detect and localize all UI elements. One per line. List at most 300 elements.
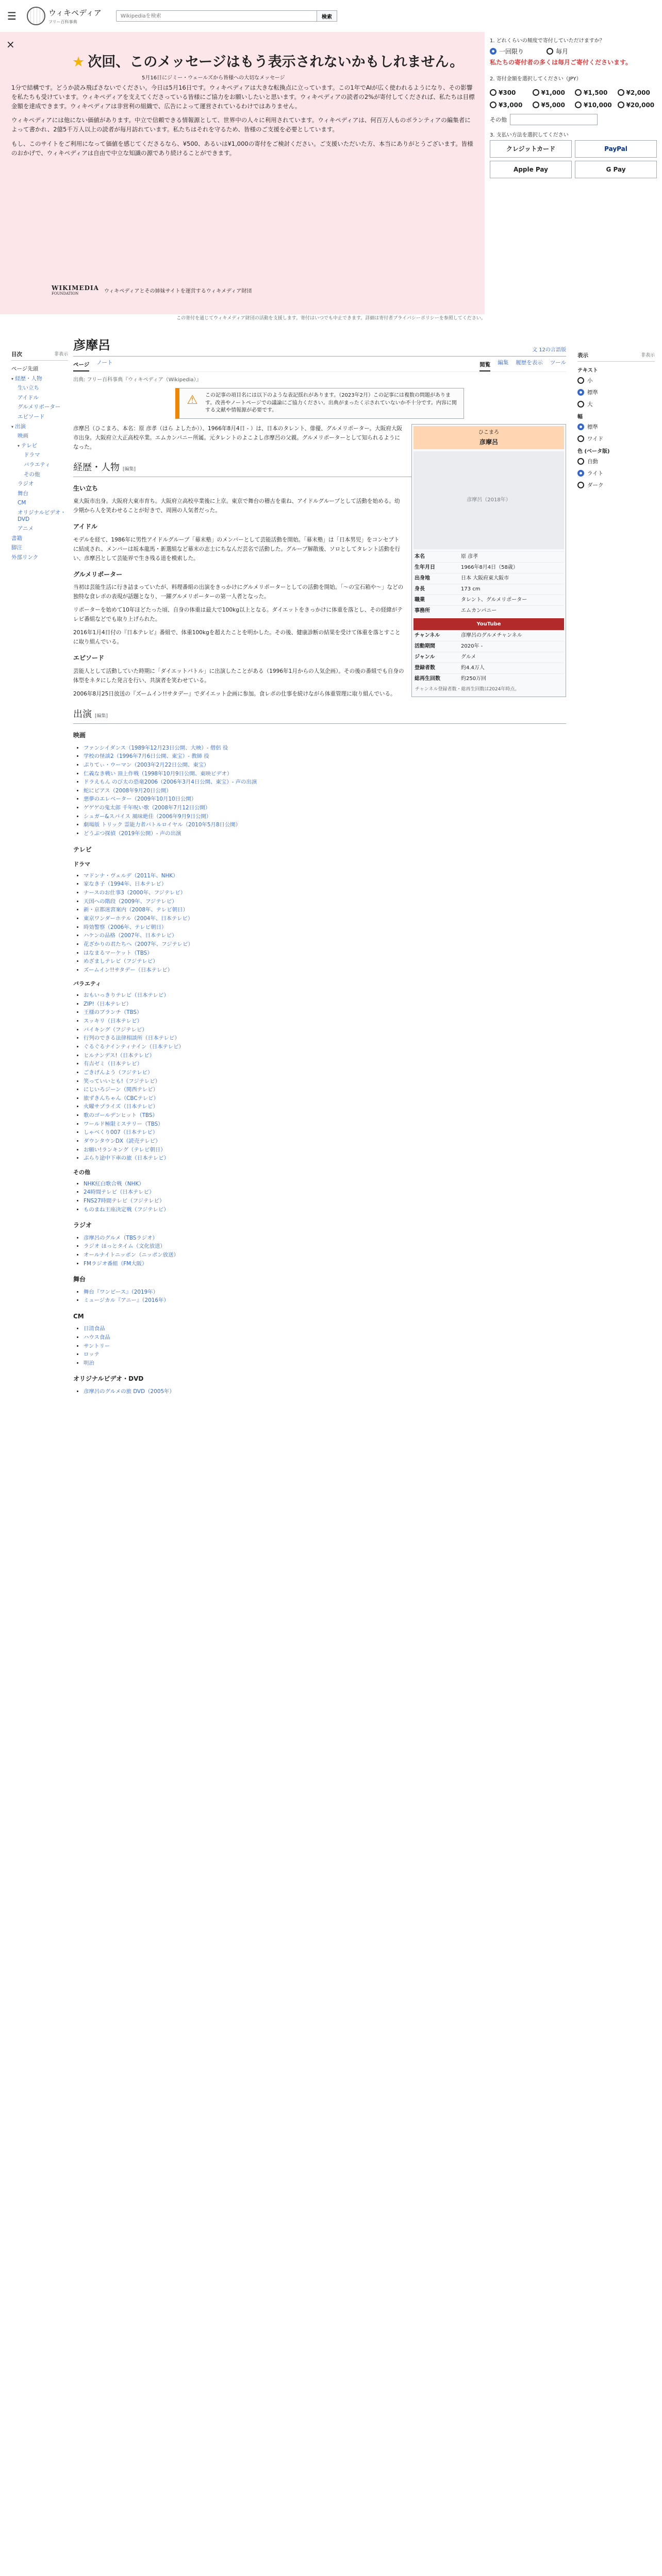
- list-item: [84, 889, 566, 897]
- list-item-link[interactable]: 王様のブランチ（TBS）: [84, 1009, 142, 1016]
- intro-paragraph: 彦摩呂（ひこまろ、本名：原 彦孝（はら よしたか））、1966年8月4日 - ）は、日本のタレント、俳優、グルメリポーター。大阪府大阪市出身。大阪府立大正高校卒業。エムカンパニー所属。元タレントのよこよし彦摩呂の父親。グルメリポーターとして知られるようになった。: [73, 425, 403, 450]
- toc-link[interactable]: その他: [24, 471, 40, 478]
- infobox-row: [413, 630, 564, 641]
- toc-item[interactable]: [11, 395, 68, 401]
- list-item-link[interactable]: 学校の怪談2（1996年7月6日公開、東宝）- 教師 役: [84, 753, 209, 760]
- list-item: [84, 752, 566, 761]
- amount-option[interactable]: ¥1,000: [533, 89, 572, 96]
- section-heading: 出演 [編集]: [73, 707, 566, 724]
- subsection-heading: アイドル: [73, 523, 97, 531]
- list-item-link[interactable]: ごきげんよう（フジテレビ）: [84, 1069, 153, 1076]
- paragraph: モデルを経て、1986年に男性アイドルグループ「幕末塾」のメンバーとして芸能活動を開始。「幕末塾」は「日本男児」をコンセプトに結成され、メンバーは坂本龍馬・新選組など幕末の志士にちなんだ芸名で活動した。グループ解散後、ソロとしてタレント活動を行い、彦摩呂として芸能界で生き残る道を模索した。: [73, 536, 401, 562]
- list-item: [84, 1060, 566, 1069]
- list-item: [84, 1043, 566, 1052]
- amount-option[interactable]: ¥5,000: [533, 101, 572, 109]
- pay-paypal-button[interactable]: PayPal: [575, 140, 657, 158]
- banner-message: [0, 32, 485, 314]
- list-item-link[interactable]: 新・京都迷宮案内（2008年、テレビ朝日）: [84, 907, 188, 913]
- toc-item[interactable]: [11, 500, 68, 506]
- toc-link[interactable]: グルメリポーター: [18, 404, 61, 411]
- other-amount-input[interactable]: [510, 114, 598, 125]
- subsection-heading: CM: [73, 1312, 84, 1320]
- toc-item[interactable]: [11, 526, 68, 532]
- toc-link[interactable]: エピソード: [18, 413, 45, 420]
- toc-link[interactable]: 舞台: [18, 490, 28, 497]
- list-item-link[interactable]: ぷりてぃ・ウーマン（2003年2月22日公開、東宝）: [84, 761, 209, 768]
- list-item: [84, 880, 566, 889]
- radio-selected-icon: [490, 48, 496, 55]
- site-header: [0, 0, 662, 32]
- list-item-link[interactable]: ファンシイダンス（1989年12月23日公開、大映）- 僧侶 役: [84, 744, 228, 751]
- toc-item[interactable]: [11, 510, 68, 522]
- wikimedia-logo: [52, 284, 474, 296]
- list-item: [84, 1342, 566, 1351]
- infobox-label: ジャンル: [415, 654, 435, 660]
- toc-link[interactable]: オリジナルビデオ・DVD: [18, 509, 66, 522]
- toc-item[interactable]: [11, 414, 68, 420]
- radio-list: [73, 1234, 566, 1268]
- list-item-link[interactable]: 花ざかりの君たちへ（2007年、フジテレビ）: [84, 941, 193, 947]
- infobox-rows: [413, 551, 564, 616]
- paragraph: 芸能人として活動していた時期に「ダイエットバトル」に出演したことがある（1996年1月からの人気企画）。その後の番組でも自身の体型をネタにした発言を行い、共演者を笑わせている。: [73, 668, 404, 684]
- color-dark-option[interactable]: ダーク: [577, 481, 655, 489]
- list-item-link[interactable]: 家なき子（1994年、日本テレビ）: [84, 881, 167, 888]
- list-item-link[interactable]: シュガー&スパイス 風味絶佳（2006年9月9日公開）: [84, 813, 212, 820]
- maintenance-notice: ⚠ この記事の項目名には以下のような表記揺れがあります。（2023年2月）この記事には複数の問題があります。改善やノートページでの議論にご協力ください。出典がまったく示されていないか不十分です。内容に関する文献や情報源が必要です。: [175, 388, 464, 419]
- search-button[interactable]: 検索: [317, 10, 337, 22]
- monthly-note: 私たちの寄付者の多くは毎月ご寄付くださいます。: [490, 59, 632, 66]
- pay-card-button[interactable]: クレジットカード: [490, 140, 572, 158]
- payment-options: [490, 140, 657, 178]
- banner-date: 5月16日にジミー・ウェールズから皆様への大切なメッセージ: [142, 75, 285, 81]
- list-item-link[interactable]: どうぶつ探偵（2019年公開）- 声の出演: [84, 831, 181, 837]
- close-icon[interactable]: ×: [6, 38, 15, 50]
- amount-option[interactable]: ¥3,000: [490, 101, 529, 109]
- toc-item[interactable]: [11, 366, 68, 372]
- infobox-value: 彦摩呂のグルメチャンネル: [461, 632, 522, 638]
- pay-google-button[interactable]: G Pay: [575, 161, 657, 178]
- list-item-link[interactable]: 天国への階段（2009年、フジテレビ）: [84, 898, 177, 905]
- list-item: [84, 914, 566, 923]
- list-item-link[interactable]: 時効警察（2006年、テレビ朝日）: [84, 924, 167, 930]
- toc-item[interactable]: [11, 545, 68, 551]
- list-item: [84, 1387, 566, 1396]
- text-large-option[interactable]: 大: [577, 400, 655, 408]
- list-item: [84, 812, 566, 821]
- list-item-link[interactable]: ワールド極限ミステリー（TBS）: [84, 1121, 163, 1127]
- list-item-link[interactable]: サントリー: [84, 1343, 110, 1349]
- infobox-label: 出身地: [415, 575, 430, 581]
- toc-item[interactable]: [11, 471, 68, 478]
- list-item-link[interactable]: FNS27時間テレビ（フジテレビ）: [84, 1197, 165, 1204]
- color-label: 色 (ベータ版): [577, 449, 610, 454]
- list-item-link[interactable]: 悪夢のエレベーター（2009年10月10日公開）: [84, 796, 197, 803]
- infobox-row: [413, 663, 564, 673]
- amount-option[interactable]: ¥1,500: [575, 89, 615, 96]
- list-item: [84, 1234, 566, 1243]
- youtube-note: チャンネル登録者数・総再生回数は2024年時点。: [415, 686, 520, 692]
- list-item: [84, 1206, 566, 1214]
- toc-item[interactable]: [11, 452, 68, 459]
- list-item: [84, 1188, 566, 1197]
- list-item-link[interactable]: ナースのお仕事3（2000年、フジテレビ）: [84, 890, 186, 896]
- infobox-value: 2020年 -: [461, 643, 483, 649]
- list-item-link[interactable]: ヒルナンデス!（日本テレビ）: [84, 1052, 155, 1059]
- list-item: [84, 795, 566, 804]
- list-item: [84, 1180, 566, 1189]
- edit-link[interactable]: [編集]: [123, 466, 136, 472]
- list-item-link[interactable]: 蛇にピアス（2008年9月20日公開）: [84, 787, 172, 794]
- infobox-value: タレント、グルメリポーター: [461, 597, 527, 603]
- list-item-link[interactable]: FMラジオ番組（FM大阪）: [84, 1260, 147, 1267]
- subsection-heading: グルメリポーター: [73, 570, 123, 578]
- list-item-link[interactable]: 有吉ゼミ（日本テレビ）: [84, 1061, 143, 1067]
- table-of-contents: [11, 350, 68, 564]
- list-item-link[interactable]: めざましテレビ（フジテレビ）: [84, 958, 158, 965]
- pay-apple-button[interactable]: Apple Pay: [490, 161, 572, 178]
- toc-hide-button[interactable]: 非表示: [54, 352, 68, 357]
- width-wide-option[interactable]: ワイド: [577, 435, 655, 443]
- list-item: [84, 1094, 566, 1103]
- subsection-heading: エピソード: [73, 654, 105, 662]
- subsection-heading: ラジオ: [73, 1222, 92, 1229]
- tab-tools[interactable]: ツール: [550, 360, 566, 366]
- drama-list: [73, 872, 566, 975]
- infobox-label: 生年月日: [415, 564, 435, 570]
- amount-option[interactable]: ¥2,000: [618, 89, 657, 96]
- toc-link[interactable]: バラエティ: [24, 461, 51, 468]
- list-item-link[interactable]: 日清食品: [84, 1326, 105, 1332]
- other-amount[interactable]: その他: [490, 114, 657, 125]
- toc-item[interactable]: [11, 385, 68, 392]
- toc-item[interactable]: [11, 433, 68, 439]
- list-item: [84, 1026, 566, 1035]
- chevron-down-icon[interactable]: ▾: [11, 376, 14, 381]
- list-item: [84, 1288, 566, 1297]
- toc-link[interactable]: 映画: [18, 433, 28, 439]
- infobox-label: 活動期間: [415, 643, 435, 649]
- color-auto-option[interactable]: 自動: [577, 457, 655, 465]
- site-logo[interactable]: [27, 7, 102, 25]
- infobox-value: エムカンパニー: [461, 607, 497, 614]
- toc-item[interactable]: [11, 462, 68, 468]
- amount-question: 2. 寄付金額を選択してください（JPY）: [490, 76, 582, 82]
- infobox-row: [413, 641, 564, 652]
- list-item-link[interactable]: ロッテ: [84, 1351, 100, 1358]
- list-item-link[interactable]: ハウス食品: [84, 1334, 110, 1341]
- toc-link[interactable]: 生い立ち: [18, 385, 39, 392]
- infobox-row: [413, 584, 564, 595]
- subsection-heading: テレビ: [73, 845, 92, 853]
- infobox: [411, 424, 566, 698]
- infobox-value: 約4.4万人: [461, 665, 485, 671]
- toc-link[interactable]: アイドル: [18, 394, 39, 401]
- list-item: [84, 744, 566, 753]
- list-item-link[interactable]: ズームイン!!サタデー（日本テレビ）: [84, 967, 173, 973]
- list-item-link[interactable]: にじいろジーン（関西テレビ）: [84, 1087, 159, 1093]
- appearance-panel: [577, 345, 655, 493]
- list-item: [84, 966, 566, 975]
- banner-title: ★ 次回、このメッセージはもう表示されないかもしれません。: [72, 54, 464, 70]
- list-item: [84, 1137, 566, 1146]
- list-item-link[interactable]: 笑っていいとも!（フジテレビ）: [84, 1078, 161, 1084]
- infobox-label: 総再生回数: [415, 675, 440, 682]
- infobox-value: グルメ: [461, 654, 476, 660]
- list-item-link[interactable]: 仁義なき戦い 頂上作戦（1998年10月9日公開、東映ビデオ）: [84, 770, 233, 777]
- tab-edit[interactable]: 編集: [498, 360, 509, 366]
- tab-page[interactable]: ページ: [73, 359, 89, 371]
- paragraph: 2016年1月4日付の『日本テレビ』番組で、体重100kgを超えたことを明かした。その後、健康診断の結果を受けて体重を落とすことに取り組んでいる。: [73, 630, 401, 646]
- list-item: [84, 1008, 566, 1017]
- tab-talk[interactable]: ノート: [96, 360, 113, 366]
- list-item: [84, 1034, 566, 1043]
- amount-options: [490, 89, 657, 109]
- frequency-question: 1. どれくらいの頻度で寄付していただけますか？: [490, 38, 605, 44]
- list-item-link[interactable]: お願い!ランキング（テレビ朝日）: [84, 1146, 166, 1153]
- wordmark-sub: FOUNDATION: [52, 292, 79, 296]
- toc-link[interactable]: 外部リンク: [11, 554, 39, 561]
- wordmark: WIKIMEDIA: [52, 284, 99, 292]
- list-item: [84, 1154, 566, 1163]
- list-item: [84, 1260, 566, 1268]
- list-item: [84, 804, 566, 812]
- toc-item[interactable]: [11, 554, 68, 561]
- text-standard-option[interactable]: 標準: [577, 388, 655, 396]
- list-item-link[interactable]: ものまね王座決定戦（フジテレビ）: [84, 1206, 169, 1213]
- list-item: [84, 931, 566, 940]
- appearance-hide-button[interactable]: 非表示: [640, 353, 655, 358]
- toc-heading: 目次 非表示: [11, 350, 68, 361]
- list-item-link[interactable]: スッキリ（日本テレビ）: [84, 1018, 142, 1025]
- article-source: 出典: フリー百科事典『ウィキペディア（Wikipedia）』: [73, 377, 202, 383]
- site-name: ウィキペディア: [48, 8, 102, 18]
- list-item-link[interactable]: 彦摩呂のグルメ（TBSラジオ）: [84, 1234, 158, 1241]
- infobox-label: 身長: [415, 586, 425, 592]
- list-item: [84, 1000, 566, 1009]
- stage-list: [73, 1288, 566, 1305]
- freq-once[interactable]: 一回限り: [490, 47, 524, 56]
- list-item-link[interactable]: しゃべくり007（日本テレビ）: [84, 1129, 158, 1136]
- page-tabs: [73, 359, 566, 372]
- list-item: [84, 1296, 566, 1305]
- toc-item[interactable]: [11, 535, 68, 542]
- radio-icon: [547, 48, 553, 55]
- amount-option[interactable]: ¥20,000: [618, 101, 657, 109]
- page-title: 彦摩呂: [73, 337, 110, 352]
- banner-paragraph: ウィキペディアには他にない価値があります。中立で信頼できる情報源として、世界中の人々に利用されています。ウィキペディアは、何百万人ものボランティアの編集者によって書かれ、2億5千万人以上の読者が毎月訪れています。私たちはそれを守るため、皆様のご支援を必要としています。: [11, 116, 471, 133]
- list-item: [84, 957, 566, 966]
- toc-link[interactable]: 経歴・人物: [15, 375, 42, 382]
- list-item: [84, 1242, 566, 1251]
- toc-item[interactable]: [11, 423, 68, 430]
- wikipedia-globe-icon: [27, 7, 45, 25]
- list-item-link[interactable]: ハケンの品格（2007年、日本テレビ）: [84, 933, 177, 939]
- search-box: [116, 10, 337, 22]
- subsubsection-heading: バラエティ: [73, 980, 102, 988]
- list-item: [84, 770, 566, 778]
- list-item-link[interactable]: はなまるマーケット（TBS）: [84, 950, 153, 956]
- width-label: 幅: [577, 414, 583, 420]
- infobox-header: ひこまろ 彦摩呂: [413, 426, 564, 449]
- list-item-link[interactable]: ぶらり途中下車の旅（日本テレビ）: [84, 1155, 170, 1162]
- privacy-notice: この寄付を通じてウィキメディア財団の活動を支援します。寄付はいつでも中止できます。詳細は寄付者プライバシーポリシーを参照してください。: [176, 316, 486, 321]
- language-button[interactable]: 文 12の言語版: [532, 347, 566, 353]
- list-item: [84, 1103, 566, 1111]
- toc-link[interactable]: 脚注: [11, 545, 22, 551]
- infobox-row: [413, 605, 564, 616]
- list-item-link[interactable]: 劇場版 トリック 霊能力者バトルロイヤル（2010年5月8日公開）: [84, 822, 241, 828]
- toc-link[interactable]: テレビ: [21, 442, 38, 449]
- list-item-link[interactable]: ラジオ ほっとタイム（文化放送）: [84, 1243, 166, 1250]
- chevron-down-icon[interactable]: ▾: [18, 443, 20, 448]
- freq-monthly[interactable]: 毎月: [547, 47, 568, 56]
- donation-banner: [0, 32, 662, 314]
- list-item-link[interactable]: 火曜サプライズ（日本テレビ）: [84, 1104, 158, 1110]
- list-item: [84, 991, 566, 1000]
- amount-option[interactable]: ¥300: [490, 89, 529, 96]
- list-item: [84, 1350, 566, 1359]
- list-item: [84, 1359, 566, 1368]
- article-body: [73, 424, 566, 1396]
- paragraph: リポーターを始めて10年ほどたった頃、自身の体重は最大で100kg以上となる。ダイエットをきっかけに体重を落とし、その経緯がテレビ番組などでも取り上げられた。: [73, 607, 403, 623]
- infobox-label: 事務所: [415, 607, 430, 614]
- subsection-heading: 映画: [73, 732, 86, 739]
- list-item-link[interactable]: ダウンタウンDX（読売テレビ）: [84, 1138, 161, 1145]
- toc-item[interactable]: [11, 404, 68, 411]
- payment-question: 3. 支払い方法を選択してください: [490, 132, 569, 138]
- list-item: [84, 1017, 566, 1026]
- list-item: [84, 821, 566, 829]
- infobox-value: 1966年8月4日（58歳）: [461, 564, 518, 570]
- edit-link[interactable]: [編集]: [95, 713, 108, 719]
- list-item-link[interactable]: ZIP!（日本テレビ）: [84, 1001, 132, 1007]
- list-item-link[interactable]: 舞台『ワンピース』（2019年）: [84, 1289, 158, 1295]
- list-item-link[interactable]: 彦摩呂のグルメの旅 DVD（2005年）: [84, 1388, 175, 1395]
- list-item: [84, 923, 566, 932]
- list-item: [84, 1086, 566, 1094]
- youtube-section: YouTube: [413, 618, 564, 630]
- list-item: [84, 1111, 566, 1120]
- toc-link[interactable]: 出演: [15, 423, 26, 430]
- list-item: [84, 872, 566, 880]
- portrait-image: 彦摩呂（2018年）: [413, 451, 564, 549]
- star-icon: ★: [72, 54, 85, 70]
- tab-history[interactable]: 履歴を表示: [516, 360, 543, 366]
- list-item: [84, 1077, 566, 1086]
- toc-link[interactable]: ラジオ: [18, 481, 34, 487]
- movie-list: [73, 744, 566, 838]
- infobox-label: 職業: [415, 597, 425, 603]
- subsection-heading: 生い立ち: [73, 485, 98, 493]
- amount-option[interactable]: ¥10,000: [575, 101, 615, 109]
- infobox-label: 登録者数: [415, 665, 435, 671]
- color-light-option[interactable]: ライト: [577, 469, 655, 477]
- toc-link[interactable]: ドラマ: [24, 452, 40, 459]
- paragraph: 東大阪市出身。大阪府大東市育ち。大阪府立高校卒業後に上京。東京で舞台の稽古を重ね、アイドルグループとして活動を始める。幼少期から人を笑わせることが好きで、周囲の人気者だった。: [73, 498, 400, 514]
- search-input[interactable]: [116, 10, 317, 22]
- list-item: [84, 1251, 566, 1260]
- youtube-rows: [413, 630, 564, 684]
- tab-read[interactable]: 閲覧: [479, 359, 490, 371]
- list-item: [84, 1052, 566, 1060]
- list-item-link[interactable]: 行列のできる法律相談所（日本テレビ）: [84, 1035, 180, 1042]
- list-item: [84, 1197, 566, 1206]
- list-item-link[interactable]: オールナイトニッポン（ニッポン放送）: [84, 1251, 179, 1258]
- list-item: [84, 1120, 566, 1129]
- infobox-row: [413, 652, 564, 663]
- list-item-link[interactable]: ぐるぐるナインティナイン（日本テレビ）: [84, 1043, 184, 1050]
- list-item: [84, 761, 566, 770]
- warning-icon: ⚠: [187, 392, 198, 407]
- infobox-value: 日本 大阪府東大阪市: [461, 575, 509, 581]
- banner-tagline: ウィキペディアとその姉妹サイトを運営するウィキメディア財団: [104, 288, 252, 294]
- list-item-link[interactable]: ドラえもん のび太の恐竜2006（2006年3月4日公開、東宝）- 声の出演: [84, 779, 257, 786]
- list-item-link[interactable]: おもいっきりテレビ（日本テレビ）: [84, 992, 169, 999]
- paragraph: 2006年8月25日放送の『ズームイン!!サタデー』でダイエット企画に参加。食レポの仕事を続けながら体重管理に取り組んでいる。: [73, 690, 396, 697]
- toc-link[interactable]: アニメ: [18, 526, 34, 532]
- toc-list: [11, 366, 68, 561]
- list-item: [84, 949, 566, 958]
- list-item: [84, 897, 566, 906]
- infobox-label: チャンネル: [415, 632, 440, 638]
- main-menu-icon[interactable]: ☰: [7, 10, 16, 22]
- infobox-row: [413, 573, 564, 584]
- variety-list: [73, 991, 566, 1163]
- list-item-link[interactable]: バイキング（フジテレビ）: [84, 1026, 147, 1033]
- frequency-options: [490, 47, 657, 56]
- list-item-link[interactable]: マドンナ・ヴェルデ（2011年、NHK）: [84, 872, 178, 879]
- appearance-heading: 表示 非表示: [577, 351, 655, 362]
- infobox-row: [413, 595, 564, 605]
- toc-item[interactable]: [11, 376, 68, 382]
- list-item-link[interactable]: 旅ずきんちゃん（CBCテレビ）: [84, 1095, 159, 1101]
- list-item: [84, 1146, 566, 1155]
- section-heading: 経歴・人物 [編集]: [73, 460, 566, 478]
- width-standard-option[interactable]: 標準: [577, 423, 655, 431]
- site-tagline: フリー百科事典: [48, 20, 77, 24]
- list-item: [84, 940, 566, 949]
- toc-item[interactable]: [11, 490, 68, 497]
- subsubsection-heading: その他: [73, 1168, 90, 1176]
- infobox-label: 本名: [415, 553, 425, 560]
- chevron-down-icon[interactable]: ▾: [11, 424, 14, 429]
- main-content: [73, 335, 566, 1396]
- list-item: [84, 778, 566, 787]
- cm-list: [73, 1325, 566, 1367]
- donation-form: [485, 32, 662, 314]
- list-item-link[interactable]: 東京ワンダーホテル（2004年、日本テレビ）: [84, 915, 193, 922]
- toc-link[interactable]: ページ先頭: [11, 366, 39, 372]
- infobox-row: [413, 673, 564, 684]
- infobox-value: 約250万回: [461, 675, 487, 682]
- toc-item[interactable]: [11, 443, 68, 449]
- list-item: [84, 1128, 566, 1137]
- list-item-link[interactable]: ミュージカル『アニー』（2016年）: [84, 1297, 169, 1304]
- list-item-link[interactable]: 24時間テレビ（日本テレビ）: [84, 1189, 155, 1196]
- list-item: [84, 906, 566, 914]
- subsubsection-heading: ドラマ: [73, 861, 90, 868]
- list-item-link[interactable]: ゲゲゲの鬼太郎 千年呪い歌（2008年7月12日公開）: [84, 805, 211, 811]
- list-item-link[interactable]: NHK紅白歌合戦（NHK）: [84, 1180, 144, 1187]
- toc-item[interactable]: [11, 481, 68, 487]
- paragraph: 当初は芸能生活に行き詰まっていたが、料理番組の出演をきっかけにグルメリポーターとしての活動を開始。「〜の宝石箱や〜」などの独特な食レポの表現が話題となり、一躍グルメリポーターの第一人者となった。: [73, 584, 404, 600]
- subsection-heading: 舞台: [73, 1276, 86, 1283]
- toc-link[interactable]: CM: [18, 500, 26, 506]
- toc-link[interactable]: 書籍: [11, 535, 22, 541]
- text-small-option[interactable]: 小: [577, 377, 655, 384]
- list-item-link[interactable]: 歌のゴールデンヒット（TBS）: [84, 1112, 158, 1119]
- list-item-link[interactable]: 明治: [84, 1360, 94, 1366]
